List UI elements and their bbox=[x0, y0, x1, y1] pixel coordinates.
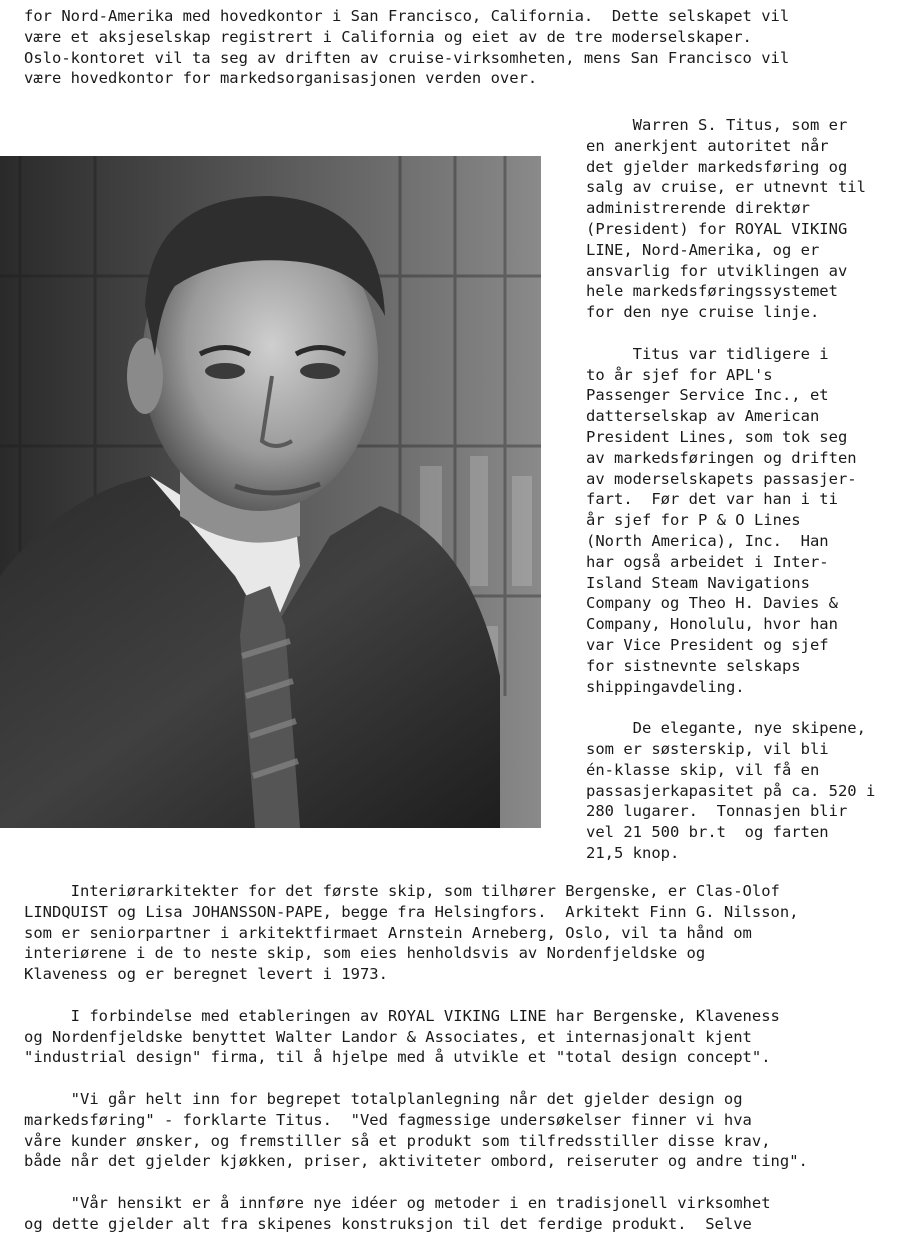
portrait-photo bbox=[0, 156, 541, 828]
text-line: for den nye cruise linje. bbox=[586, 303, 820, 322]
right-column bbox=[586, 115, 875, 864]
text-line: 21,5 knop. bbox=[586, 843, 680, 862]
text-line: (North America), Inc. Han bbox=[586, 531, 829, 550]
bottom-text bbox=[24, 881, 808, 1235]
text-line: datterselskap av American bbox=[586, 407, 820, 426]
text-line: Warren S. Titus, som er bbox=[586, 116, 848, 134]
text-line: både når det gjelder kjøkken, priser, aktiviteter ombord, reiseruter og andre ting". bbox=[24, 1152, 808, 1171]
text-line: Passenger Service Inc., et bbox=[586, 386, 829, 405]
text-line: en anerkjent autoritet når bbox=[586, 136, 829, 155]
text-line: Company, Honolulu, hvor han bbox=[586, 615, 838, 634]
text-line: shippingavdeling. bbox=[586, 677, 745, 696]
text-line: LINE, Nord-Amerika, og er bbox=[586, 240, 820, 259]
text-line: Oslo-kontoret vil ta seg av driften av cruise-virksomheten, mens San Francisco vil bbox=[24, 48, 790, 67]
text-line: Klaveness og er beregnet levert i 1973. bbox=[24, 965, 388, 984]
text-line: markedsføring" - forklarte Titus. "Ved fagmessige undersøkelser finner vi hva bbox=[24, 1110, 752, 1129]
text-line: Interiørarkitekter for det første skip, som tilhører Bergenske, er Clas-Olof bbox=[24, 882, 780, 900]
paragraph-titus-quote bbox=[24, 1089, 808, 1172]
text-line: for Nord-Amerika med hovedkontor i San Francisco, California. Dette selskapet vil bbox=[24, 7, 790, 25]
text-line: De elegante, nye skipene, bbox=[586, 719, 866, 738]
text-line: år sjef for P & O Lines bbox=[586, 511, 801, 530]
text-line: av markedsføringen og driften bbox=[586, 448, 857, 467]
text-line: Island Steam Navigations bbox=[586, 573, 810, 592]
text-line: 280 lugarer. Tonnasjen blir bbox=[586, 802, 848, 821]
text-line: det gjelder markedsføring og bbox=[586, 157, 848, 176]
text-line: ansvarlig for utviklingen av bbox=[586, 261, 848, 280]
text-line: vel 21 500 br.t og farten bbox=[586, 823, 829, 842]
text-line: være et aksjeselskap registrert i California og eiet av de tre moderselskaper. bbox=[24, 27, 752, 46]
text-line: av moderselskapets passasjer- bbox=[586, 469, 857, 488]
text-line: Titus var tidligere i bbox=[586, 344, 829, 363]
text-line: være hovedkontor for markedsorganisasjonen verden over. bbox=[24, 69, 538, 88]
text-line: "Vår hensikt er å innføre nye idéer og metoder i en tradisjonell virksomhet bbox=[24, 1193, 771, 1212]
text-line: administrerende direktør bbox=[586, 199, 810, 218]
paragraph-ships bbox=[586, 718, 875, 864]
text-line: fart. Før det var han i ti bbox=[586, 490, 838, 509]
paragraph-intent bbox=[24, 1193, 808, 1235]
text-line: som er søsterskip, vil bli bbox=[586, 739, 829, 758]
text-line: LINDQUIST og Lisa JOHANSSON-PAPE, begge fra Helsingfors. Arkitekt Finn G. Nilsson, bbox=[24, 902, 799, 921]
text-line: "industrial design" firma, til å hjelpe med å utvikle et "total design concept". bbox=[24, 1048, 771, 1067]
text-line: salg av cruise, er utnevnt til bbox=[586, 178, 866, 197]
paragraph-titus-intro bbox=[586, 115, 875, 323]
text-line: to år sjef for APL's bbox=[586, 365, 773, 384]
paragraph-interior-architects bbox=[24, 881, 808, 985]
text-line: passasjerkapasitet på ca. 520 i bbox=[586, 781, 876, 800]
paragraph-landor bbox=[24, 1006, 808, 1068]
text-line: Company og Theo H. Davies & bbox=[586, 594, 838, 613]
paragraph-titus-career bbox=[586, 344, 875, 698]
text-line: for sistnevnte selskaps bbox=[586, 656, 801, 675]
text-line: og Nordenfjeldske benyttet Walter Landor & Associates, et internasjonalt kjent bbox=[24, 1027, 752, 1046]
text-line: (President) for ROYAL VIKING bbox=[586, 219, 848, 238]
text-line: én-klasse skip, vil få en bbox=[586, 760, 820, 779]
text-line: våre kunder ønsker, og fremstiller så et produkt som tilfredsstiller disse krav, bbox=[24, 1131, 771, 1150]
text-line: som er seniorpartner i arkitektfirmaet Arnstein Arneberg, Oslo, vil ta hånd om bbox=[24, 923, 752, 942]
text-line: var Vice President og sjef bbox=[586, 635, 829, 654]
text-line: President Lines, som tok seg bbox=[586, 427, 848, 446]
text-line: har også arbeidet i Inter- bbox=[586, 552, 829, 571]
intro-paragraph bbox=[24, 6, 789, 89]
text-line: og dette gjelder alt fra skipenes konstruksjon til det ferdige produkt. Selve bbox=[24, 1214, 752, 1233]
text-line: "Vi går helt inn for begrepet totalplanlegning når det gjelder design og bbox=[24, 1089, 743, 1108]
text-line: hele markedsføringssystemet bbox=[586, 282, 838, 301]
text-line: I forbindelse med etableringen av ROYAL VIKING LINE har Bergenske, Klaveness bbox=[24, 1006, 780, 1025]
text-line: interiørene i de to neste skip, som eies henholdsvis av Nordenfjeldske og bbox=[24, 944, 706, 963]
